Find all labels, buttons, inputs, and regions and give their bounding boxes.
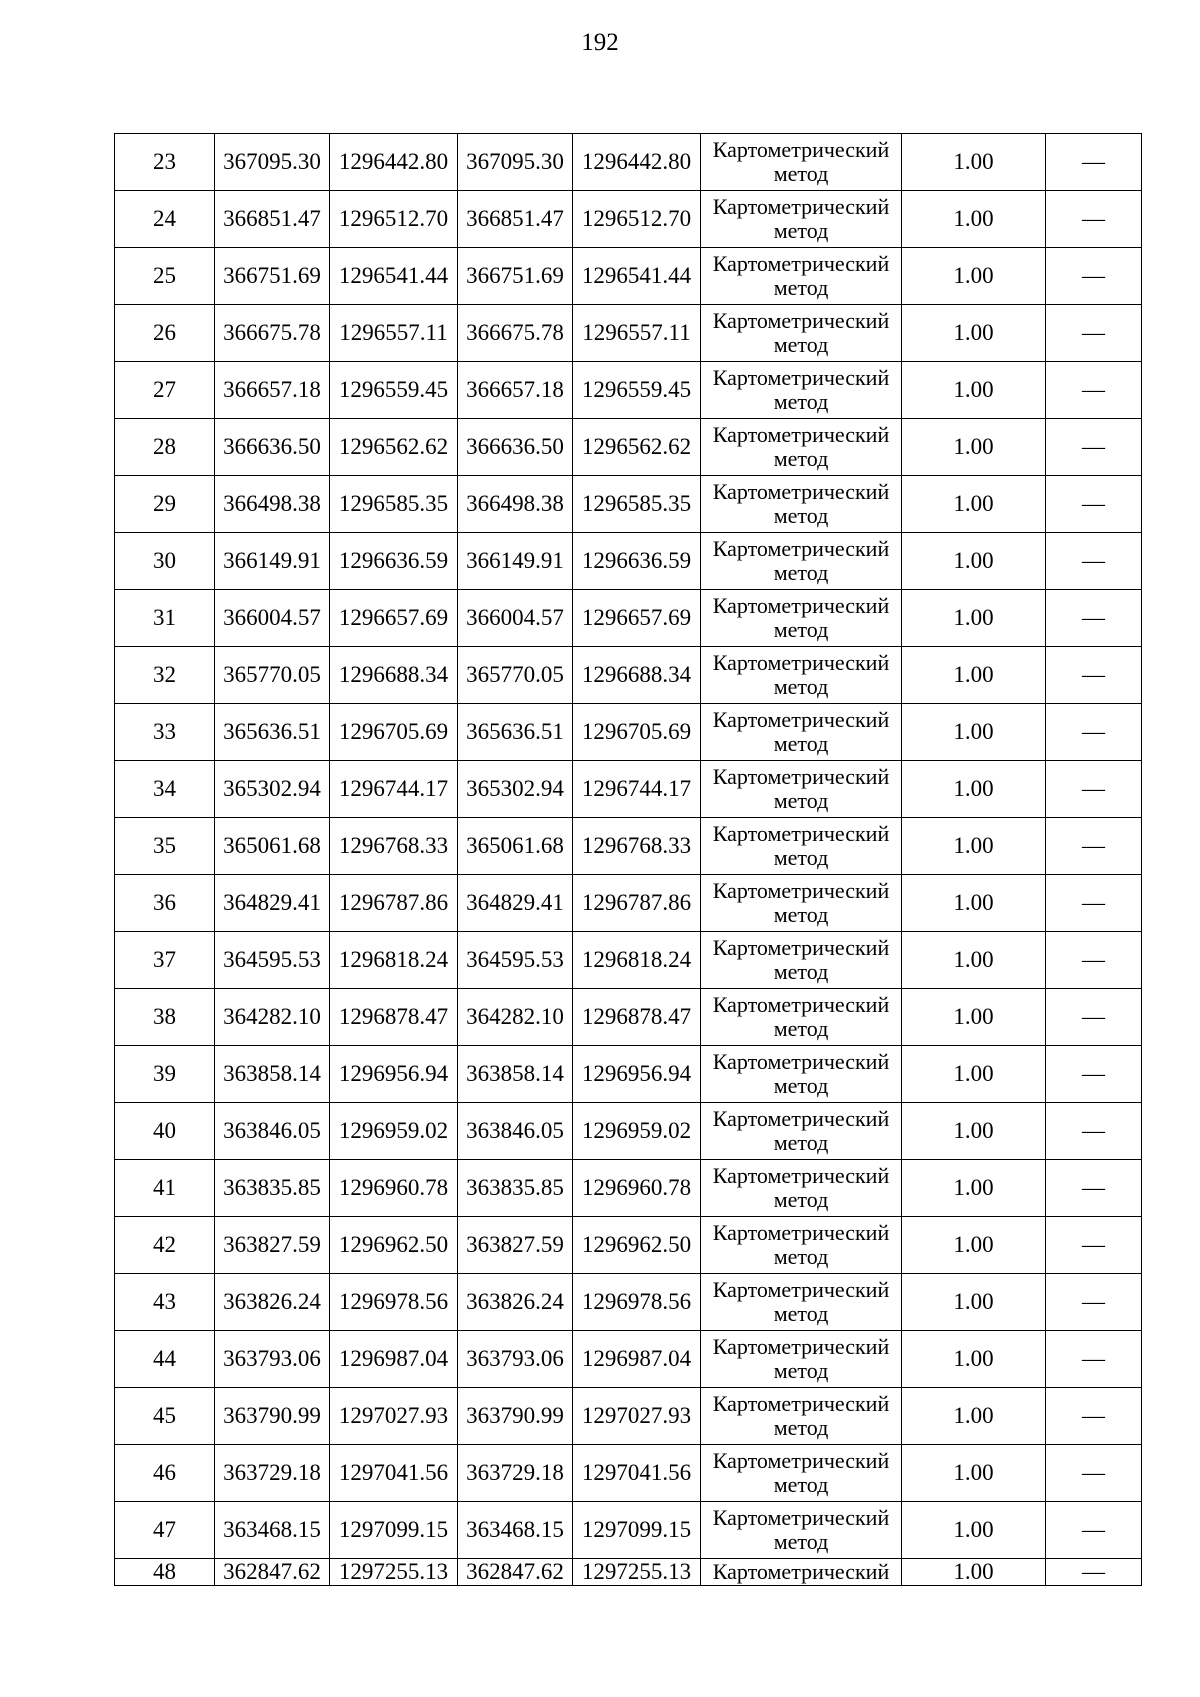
- x-existing-cell: 365636.51: [215, 704, 330, 761]
- y-existing-cell: 1296512.70: [330, 191, 458, 248]
- note-cell: —: [1046, 1217, 1142, 1274]
- point-number-cell: 38: [115, 989, 215, 1046]
- y-existing-cell: 1296562.62: [330, 419, 458, 476]
- table-row: [115, 1559, 1142, 1586]
- method-cell: Картометрический метод: [701, 305, 902, 362]
- x-existing-cell: 366657.18: [215, 362, 330, 419]
- point-number-cell: 32: [115, 647, 215, 704]
- x-refined-cell: 364829.41: [458, 875, 573, 932]
- table-row: [115, 305, 1142, 362]
- x-refined-cell: 363793.06: [458, 1331, 573, 1388]
- y-existing-cell: 1296688.34: [330, 647, 458, 704]
- y-refined-cell: 1296557.11: [573, 305, 701, 362]
- note-cell: —: [1046, 1160, 1142, 1217]
- x-refined-cell: 363858.14: [458, 1046, 573, 1103]
- note-cell: —: [1046, 191, 1142, 248]
- x-refined-cell: 366498.38: [458, 476, 573, 533]
- x-refined-cell: 363827.59: [458, 1217, 573, 1274]
- point-number-cell: 46: [115, 1445, 215, 1502]
- note-cell: —: [1046, 1559, 1142, 1586]
- table-row: [115, 191, 1142, 248]
- x-existing-cell: 366498.38: [215, 476, 330, 533]
- x-refined-cell: 363846.05: [458, 1103, 573, 1160]
- table-row: [115, 1445, 1142, 1502]
- x-refined-cell: 364595.53: [458, 932, 573, 989]
- table-row: [115, 419, 1142, 476]
- note-cell: —: [1046, 1103, 1142, 1160]
- x-existing-cell: 366636.50: [215, 419, 330, 476]
- table-row: [115, 1160, 1142, 1217]
- y-existing-cell: 1296960.78: [330, 1160, 458, 1217]
- y-existing-cell: 1296978.56: [330, 1274, 458, 1331]
- point-number-cell: 31: [115, 590, 215, 647]
- x-existing-cell: 363835.85: [215, 1160, 330, 1217]
- x-existing-cell: 363858.14: [215, 1046, 330, 1103]
- y-refined-cell: 1297255.13: [573, 1559, 701, 1586]
- method-cell: Картометрический метод: [701, 704, 902, 761]
- accuracy-cell: 1.00: [902, 590, 1046, 647]
- x-refined-cell: 363729.18: [458, 1445, 573, 1502]
- method-cell: Картометрический метод: [701, 932, 902, 989]
- note-cell: —: [1046, 818, 1142, 875]
- note-cell: —: [1046, 1502, 1142, 1559]
- point-number-cell: 42: [115, 1217, 215, 1274]
- x-existing-cell: 364595.53: [215, 932, 330, 989]
- x-refined-cell: 366851.47: [458, 191, 573, 248]
- y-refined-cell: 1296818.24: [573, 932, 701, 989]
- accuracy-cell: 1.00: [902, 1331, 1046, 1388]
- accuracy-cell: 1.00: [902, 419, 1046, 476]
- accuracy-cell: 1.00: [902, 932, 1046, 989]
- x-refined-cell: 365302.94: [458, 761, 573, 818]
- note-cell: —: [1046, 590, 1142, 647]
- point-number-cell: 30: [115, 533, 215, 590]
- x-existing-cell: 363790.99: [215, 1388, 330, 1445]
- x-refined-cell: 366636.50: [458, 419, 573, 476]
- accuracy-cell: 1.00: [902, 305, 1046, 362]
- y-refined-cell: 1297027.93: [573, 1388, 701, 1445]
- x-refined-cell: 366751.69: [458, 248, 573, 305]
- x-refined-cell: 363790.99: [458, 1388, 573, 1445]
- y-existing-cell: 1296959.02: [330, 1103, 458, 1160]
- y-existing-cell: 1297027.93: [330, 1388, 458, 1445]
- table-row: [115, 989, 1142, 1046]
- x-existing-cell: 366675.78: [215, 305, 330, 362]
- y-refined-cell: 1296585.35: [573, 476, 701, 533]
- accuracy-cell: 1.00: [902, 1103, 1046, 1160]
- x-existing-cell: 362847.62: [215, 1559, 330, 1586]
- x-existing-cell: 364829.41: [215, 875, 330, 932]
- x-existing-cell: 364282.10: [215, 989, 330, 1046]
- x-refined-cell: 366149.91: [458, 533, 573, 590]
- note-cell: —: [1046, 419, 1142, 476]
- point-number-cell: 36: [115, 875, 215, 932]
- y-existing-cell: 1296768.33: [330, 818, 458, 875]
- note-cell: —: [1046, 134, 1142, 191]
- x-refined-cell: 367095.30: [458, 134, 573, 191]
- method-cell: Картометрический метод: [701, 1274, 902, 1331]
- y-refined-cell: 1296978.56: [573, 1274, 701, 1331]
- y-existing-cell: 1297255.13: [330, 1559, 458, 1586]
- y-refined-cell: 1296541.44: [573, 248, 701, 305]
- note-cell: —: [1046, 305, 1142, 362]
- table-row: [115, 362, 1142, 419]
- method-cell: Картометрический метод: [701, 818, 902, 875]
- table-row: [115, 134, 1142, 191]
- y-existing-cell: 1296878.47: [330, 989, 458, 1046]
- y-refined-cell: 1296636.59: [573, 533, 701, 590]
- accuracy-cell: 1.00: [902, 1388, 1046, 1445]
- method-cell: Картометрический метод: [701, 989, 902, 1046]
- method-cell: Картометрический метод: [701, 248, 902, 305]
- accuracy-cell: 1.00: [902, 818, 1046, 875]
- x-refined-cell: 363468.15: [458, 1502, 573, 1559]
- accuracy-cell: 1.00: [902, 1274, 1046, 1331]
- method-cell: Картометрический: [701, 1559, 902, 1586]
- x-refined-cell: 366004.57: [458, 590, 573, 647]
- method-cell: Картометрический метод: [701, 191, 902, 248]
- y-existing-cell: 1296636.59: [330, 533, 458, 590]
- note-cell: —: [1046, 248, 1142, 305]
- y-refined-cell: 1296956.94: [573, 1046, 701, 1103]
- y-refined-cell: 1296559.45: [573, 362, 701, 419]
- method-cell: Картометрический метод: [701, 533, 902, 590]
- y-existing-cell: 1296987.04: [330, 1331, 458, 1388]
- y-refined-cell: 1296960.78: [573, 1160, 701, 1217]
- point-number-cell: 26: [115, 305, 215, 362]
- accuracy-cell: 1.00: [902, 875, 1046, 932]
- accuracy-cell: 1.00: [902, 1559, 1046, 1586]
- method-cell: Картометрический метод: [701, 1445, 902, 1502]
- x-refined-cell: 365770.05: [458, 647, 573, 704]
- accuracy-cell: 1.00: [902, 134, 1046, 191]
- y-refined-cell: 1297099.15: [573, 1502, 701, 1559]
- note-cell: —: [1046, 647, 1142, 704]
- method-cell: Картометрический метод: [701, 647, 902, 704]
- y-existing-cell: 1296541.44: [330, 248, 458, 305]
- point-number-cell: 37: [115, 932, 215, 989]
- note-cell: —: [1046, 1046, 1142, 1103]
- method-cell: Картометрический метод: [701, 761, 902, 818]
- point-number-cell: 44: [115, 1331, 215, 1388]
- accuracy-cell: 1.00: [902, 761, 1046, 818]
- y-existing-cell: 1296657.69: [330, 590, 458, 647]
- table-row: [115, 1103, 1142, 1160]
- table-row: [115, 248, 1142, 305]
- accuracy-cell: 1.00: [902, 647, 1046, 704]
- page-number: 192: [581, 29, 619, 56]
- y-existing-cell: 1296557.11: [330, 305, 458, 362]
- y-refined-cell: 1296987.04: [573, 1331, 701, 1388]
- table-row: [115, 1217, 1142, 1274]
- x-existing-cell: 363846.05: [215, 1103, 330, 1160]
- accuracy-cell: 1.00: [902, 1046, 1046, 1103]
- x-existing-cell: 366004.57: [215, 590, 330, 647]
- point-number-cell: 24: [115, 191, 215, 248]
- point-number-cell: 28: [115, 419, 215, 476]
- method-cell: Картометрический метод: [701, 1103, 902, 1160]
- accuracy-cell: 1.00: [902, 1502, 1046, 1559]
- y-refined-cell: 1296705.69: [573, 704, 701, 761]
- y-existing-cell: 1296559.45: [330, 362, 458, 419]
- point-number-cell: 33: [115, 704, 215, 761]
- accuracy-cell: 1.00: [902, 704, 1046, 761]
- accuracy-cell: 1.00: [902, 191, 1046, 248]
- accuracy-cell: 1.00: [902, 248, 1046, 305]
- note-cell: —: [1046, 1445, 1142, 1502]
- x-existing-cell: 366751.69: [215, 248, 330, 305]
- method-cell: Картометрический метод: [701, 590, 902, 647]
- table-row: [115, 1331, 1142, 1388]
- note-cell: —: [1046, 362, 1142, 419]
- point-number-cell: 40: [115, 1103, 215, 1160]
- note-cell: —: [1046, 1274, 1142, 1331]
- table-row: [115, 1502, 1142, 1559]
- x-refined-cell: 364282.10: [458, 989, 573, 1046]
- method-cell: Картометрический метод: [701, 134, 902, 191]
- x-existing-cell: 365302.94: [215, 761, 330, 818]
- x-refined-cell: 363835.85: [458, 1160, 573, 1217]
- x-existing-cell: 363826.24: [215, 1274, 330, 1331]
- x-refined-cell: 366657.18: [458, 362, 573, 419]
- method-cell: Картометрический метод: [701, 1160, 902, 1217]
- table-row: [115, 1046, 1142, 1103]
- method-cell: Картометрический метод: [701, 362, 902, 419]
- note-cell: —: [1046, 704, 1142, 761]
- y-existing-cell: 1296956.94: [330, 1046, 458, 1103]
- accuracy-cell: 1.00: [902, 1217, 1046, 1274]
- accuracy-cell: 1.00: [902, 1445, 1046, 1502]
- y-existing-cell: 1296705.69: [330, 704, 458, 761]
- point-number-cell: 29: [115, 476, 215, 533]
- y-refined-cell: 1296442.80: [573, 134, 701, 191]
- y-refined-cell: 1296959.02: [573, 1103, 701, 1160]
- x-existing-cell: 363729.18: [215, 1445, 330, 1502]
- method-cell: Картометрический метод: [701, 1388, 902, 1445]
- y-existing-cell: 1296962.50: [330, 1217, 458, 1274]
- method-cell: Картометрический метод: [701, 1331, 902, 1388]
- x-existing-cell: 363468.15: [215, 1502, 330, 1559]
- accuracy-cell: 1.00: [902, 1160, 1046, 1217]
- accuracy-cell: 1.00: [902, 476, 1046, 533]
- note-cell: —: [1046, 875, 1142, 932]
- y-refined-cell: 1296878.47: [573, 989, 701, 1046]
- note-cell: —: [1046, 932, 1142, 989]
- y-refined-cell: 1296744.17: [573, 761, 701, 818]
- x-refined-cell: 362847.62: [458, 1559, 573, 1586]
- accuracy-cell: 1.00: [902, 362, 1046, 419]
- x-existing-cell: 365770.05: [215, 647, 330, 704]
- y-refined-cell: 1296688.34: [573, 647, 701, 704]
- x-existing-cell: 367095.30: [215, 134, 330, 191]
- table-row: [115, 1388, 1142, 1445]
- x-refined-cell: 365636.51: [458, 704, 573, 761]
- note-cell: —: [1046, 989, 1142, 1046]
- note-cell: —: [1046, 761, 1142, 818]
- table-row: [115, 533, 1142, 590]
- point-number-cell: 23: [115, 134, 215, 191]
- y-refined-cell: 1297041.56: [573, 1445, 701, 1502]
- y-existing-cell: 1297041.56: [330, 1445, 458, 1502]
- x-existing-cell: 365061.68: [215, 818, 330, 875]
- method-cell: Картометрический метод: [701, 875, 902, 932]
- table-row: [115, 761, 1142, 818]
- y-existing-cell: 1296585.35: [330, 476, 458, 533]
- accuracy-cell: 1.00: [902, 533, 1046, 590]
- y-refined-cell: 1296768.33: [573, 818, 701, 875]
- point-number-cell: 41: [115, 1160, 215, 1217]
- point-number-cell: 35: [115, 818, 215, 875]
- x-existing-cell: 366851.47: [215, 191, 330, 248]
- x-refined-cell: 363826.24: [458, 1274, 573, 1331]
- y-existing-cell: 1296787.86: [330, 875, 458, 932]
- y-refined-cell: 1296562.62: [573, 419, 701, 476]
- point-number-cell: 39: [115, 1046, 215, 1103]
- note-cell: —: [1046, 533, 1142, 590]
- point-number-cell: 25: [115, 248, 215, 305]
- method-cell: Картометрический метод: [701, 419, 902, 476]
- note-cell: —: [1046, 1388, 1142, 1445]
- table-row: [115, 704, 1142, 761]
- y-existing-cell: 1296744.17: [330, 761, 458, 818]
- point-number-cell: 45: [115, 1388, 215, 1445]
- x-existing-cell: 363793.06: [215, 1331, 330, 1388]
- y-refined-cell: 1296657.69: [573, 590, 701, 647]
- method-cell: Картометрический метод: [701, 1046, 902, 1103]
- note-cell: —: [1046, 476, 1142, 533]
- table-row: [115, 818, 1142, 875]
- table-row: [115, 932, 1142, 989]
- table-row: [115, 647, 1142, 704]
- table-row: [115, 590, 1142, 647]
- x-refined-cell: 365061.68: [458, 818, 573, 875]
- point-number-cell: 34: [115, 761, 215, 818]
- point-number-cell: 48: [115, 1559, 215, 1586]
- x-existing-cell: 363827.59: [215, 1217, 330, 1274]
- coordinates-table: [114, 133, 1142, 1586]
- accuracy-cell: 1.00: [902, 989, 1046, 1046]
- point-number-cell: 27: [115, 362, 215, 419]
- note-cell: —: [1046, 1331, 1142, 1388]
- table-row: [115, 1274, 1142, 1331]
- y-existing-cell: 1296818.24: [330, 932, 458, 989]
- table-row: [115, 476, 1142, 533]
- x-refined-cell: 366675.78: [458, 305, 573, 362]
- table-body: [115, 134, 1142, 1586]
- y-refined-cell: 1296962.50: [573, 1217, 701, 1274]
- point-number-cell: 47: [115, 1502, 215, 1559]
- x-existing-cell: 366149.91: [215, 533, 330, 590]
- method-cell: Картометрический метод: [701, 1502, 902, 1559]
- y-existing-cell: 1297099.15: [330, 1502, 458, 1559]
- table-row: [115, 875, 1142, 932]
- method-cell: Картометрический метод: [701, 1217, 902, 1274]
- y-existing-cell: 1296442.80: [330, 134, 458, 191]
- point-number-cell: 43: [115, 1274, 215, 1331]
- method-cell: Картометрический метод: [701, 476, 902, 533]
- y-refined-cell: 1296512.70: [573, 191, 701, 248]
- y-refined-cell: 1296787.86: [573, 875, 701, 932]
